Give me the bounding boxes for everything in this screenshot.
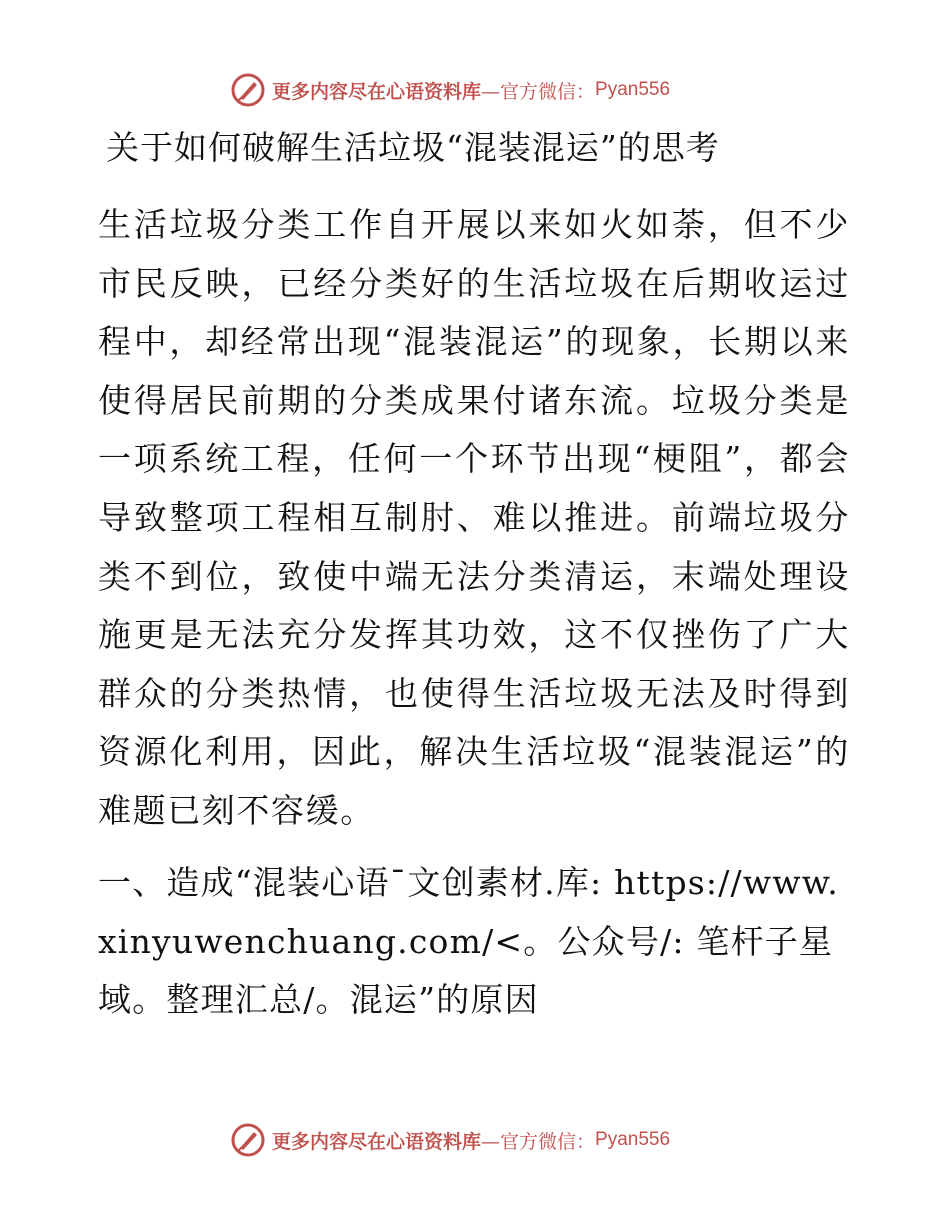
quill-circle-logo-icon xyxy=(230,1122,266,1158)
watermark-wechat-id: Pyan556 xyxy=(595,79,671,100)
watermark-brand-text: 更多内容尽在心语资料库 xyxy=(272,1130,482,1153)
watermark-wechat-id: Pyan556 xyxy=(595,1129,671,1150)
watermark-footer xyxy=(230,1120,730,1160)
watermark-official-text: —官方微信： xyxy=(481,80,596,103)
watermark-brand-text: 更多内容尽在心语资料库 xyxy=(272,80,482,103)
section-heading: 一、造成“混装心语¯文创素材.库: https://www.xinyuwenchuang.com/<。公众号/: 笔杆子星域。整理汇总/。混运”的原因 xyxy=(98,863,839,1020)
watermark-header xyxy=(230,70,730,110)
document-title: 关于如何破解生活垃圾“混装混运”的思考 xyxy=(106,128,720,167)
quill-circle-logo-icon xyxy=(230,72,266,108)
watermark-official-text: —官方微信： xyxy=(481,1130,596,1153)
body-paragraph: 生活垃圾分类工作自开展以来如火如荼，但不少市民反映，已经分类好的生活垃圾在后期收运过程中，却经常出现“混装混运”的现象，长期以来使得居民前期的分类成果付诸东流。垃圾分类是一项系统工程，任何一个环节出现“梗阻”，都会导致整项工程相互制肘、难以推进。前端垃圾分类不到位，致使中端无法分类清运，末端处理设施更是无法充分发挥其功效，这不仅挫伤了广大群众的分类热情，也使得生活垃圾无法及时得到资源化利用，因此，解决生活垃圾“混装混运”的难题已刻不容缓。 xyxy=(98,205,850,830)
